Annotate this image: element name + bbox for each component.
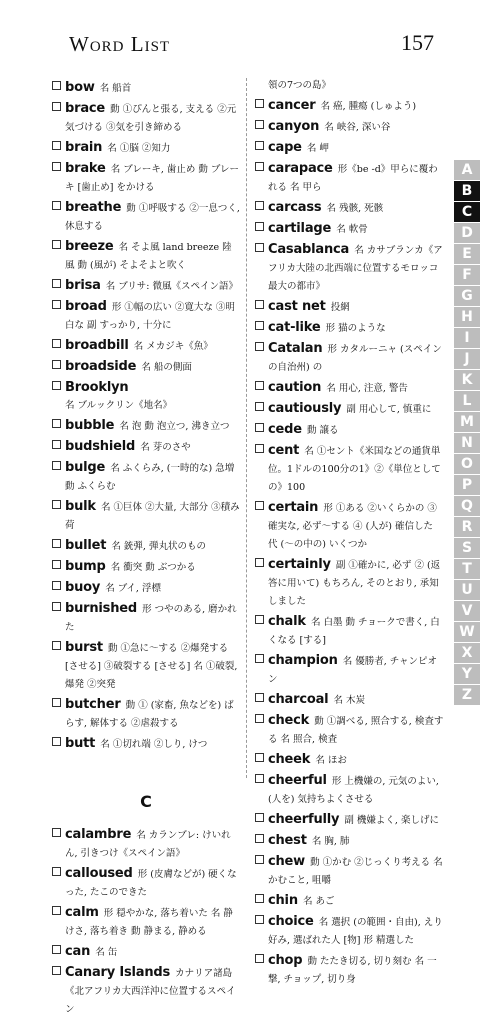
entry-definition: 形 猫のような — [325, 323, 386, 334]
entry-checkbox — [52, 602, 61, 611]
dictionary-entry — [52, 864, 240, 900]
entry-headword: bump — [65, 559, 106, 574]
entry-definition: 副 機嫌よく, 楽しげに — [344, 815, 439, 826]
entry-checkbox — [255, 243, 264, 252]
entry-checkbox — [255, 915, 264, 924]
entry-definition: 名 泡 動 泡立つ, 沸き立つ — [119, 421, 230, 432]
entry-definition: 名 ふくらみ, (一時的な) 急増 動 ふくらむ — [65, 463, 235, 492]
entry-headword: Casablanca — [268, 242, 350, 257]
entry-definition: 形 ①幅の広い ②寛大な ③明白な 副 すっかり, 十分に — [65, 302, 235, 331]
entry-headword: certainly — [268, 557, 331, 572]
entry-headword: calambre — [65, 827, 132, 842]
entry-definition: 形 上機嫌の, 元気のよい, (人を) 気持ちよくさせる — [268, 776, 439, 805]
dictionary-entry — [52, 378, 240, 413]
entry-checkbox — [52, 737, 61, 746]
dictionary-entry — [255, 651, 445, 687]
entry-definition: 形 穏やかな, 落ち着いた 名 静けさ, 落ち着き 動 静まる, 静める — [65, 908, 233, 937]
entry-checkbox — [255, 342, 264, 351]
index-tab-d[interactable]: D — [454, 223, 480, 244]
page-number: 157 — [401, 30, 434, 55]
index-tab-p[interactable]: P — [454, 475, 480, 496]
entry-headword: bubble — [65, 418, 115, 433]
dictionary-entry — [52, 159, 240, 195]
entry-checkbox — [52, 81, 61, 90]
entry-headword: cape — [268, 140, 302, 155]
entry-definition: 動 ①急に～する ②爆発する [させる] ③破裂する [させる] 名 ①破裂, 爆発 ②突発 — [65, 643, 238, 690]
entry-headword: brisa — [65, 278, 101, 293]
entry-headword: burnished — [65, 601, 137, 616]
entry-checkbox — [52, 240, 61, 249]
entry-headword: cat-like — [268, 320, 321, 335]
dictionary-entry — [255, 690, 445, 708]
entry-checkbox — [255, 774, 264, 783]
entry-headword: bulk — [65, 499, 96, 514]
entry-checkbox — [52, 560, 61, 569]
entry-definition: 名 白墨 動 チョークで書く, 白くなる [する] — [268, 617, 440, 646]
index-tab-f[interactable]: F — [454, 265, 480, 286]
entry-headword: chest — [268, 833, 307, 848]
dictionary-entry — [255, 711, 445, 747]
entry-definition: 名 あご — [302, 896, 335, 907]
entry-checkbox — [255, 201, 264, 210]
index-tab-e[interactable]: E — [454, 244, 480, 265]
column-divider — [246, 78, 247, 778]
dictionary-entry — [52, 416, 240, 434]
entry-definition: 名 峡谷, 深い谷 — [324, 122, 391, 133]
index-tab-v[interactable]: V — [454, 601, 480, 622]
dictionary-entry — [255, 297, 445, 315]
index-tab-u[interactable]: U — [454, 580, 480, 601]
entry-checkbox — [255, 99, 264, 108]
index-tab-h[interactable]: H — [454, 307, 480, 328]
dictionary-entry — [255, 612, 445, 648]
dictionary-entry — [255, 750, 445, 768]
entry-definition: 名 銃弾, 弾丸状のもの — [111, 541, 206, 552]
entry-checkbox — [255, 120, 264, 129]
entry-checkbox — [52, 539, 61, 548]
entry-checkbox — [52, 461, 61, 470]
entry-checkbox — [52, 641, 61, 650]
entry-headword: cartilage — [268, 221, 332, 236]
entry-definition: 形 カタルーニャ (スペインの自治州) の — [268, 344, 442, 373]
entry-checkbox — [255, 615, 264, 624]
alphabet-index-tabs — [454, 160, 480, 706]
section-letter-c: C — [140, 792, 152, 811]
entry-definition: 名 選択 (の範囲・自由), えり好み, 選ばれた人 [物] 形 精選した — [268, 917, 443, 946]
dictionary-entry — [255, 318, 445, 336]
entry-checkbox — [52, 440, 61, 449]
dictionary-entry — [52, 497, 240, 533]
entry-headword: cautiously — [268, 401, 342, 416]
entry-headword: bulge — [65, 460, 106, 475]
entry-checkbox — [52, 201, 61, 210]
entry-definition: 名 メカジキ《魚》 — [133, 341, 213, 352]
entry-headword: caution — [268, 380, 322, 395]
dictionary-entry — [255, 831, 445, 849]
entry-headword: chalk — [268, 614, 306, 629]
entry-checkbox — [255, 834, 264, 843]
entry-checkbox — [255, 894, 264, 903]
entry-definition: 名 ほお — [315, 755, 347, 766]
index-tab-r[interactable]: R — [454, 517, 480, 538]
index-tab-x[interactable]: X — [454, 643, 480, 664]
entry-definition: 名 優勝者, チャンピオン — [268, 656, 438, 685]
index-tab-t[interactable]: T — [454, 559, 480, 580]
dictionary-entry — [52, 942, 240, 960]
dictionary-entry — [255, 555, 445, 609]
entry-headword: brace — [65, 101, 106, 116]
dictionary-entry — [52, 695, 240, 731]
entry-definition: 形《be -d》甲らに覆われる 名 甲ら — [268, 164, 438, 193]
dictionary-entry — [255, 420, 445, 438]
entry-headword: butt — [65, 736, 96, 751]
entry-definition: 名 ①巨体 ②大量, 大部分 ③積み荷 — [65, 502, 240, 531]
entry-checkbox — [255, 162, 264, 171]
index-tab-s[interactable]: S — [454, 538, 480, 559]
entry-definition: 名 船首 — [99, 83, 132, 94]
entry-headword: cancer — [268, 98, 316, 113]
entry-definition: 形 (皮膚などが) 硬くなった, たこのできた — [65, 869, 237, 898]
dictionary-entry — [52, 276, 240, 294]
entry-checkbox — [255, 714, 264, 723]
entry-checkbox — [52, 500, 61, 509]
entry-definition: 名 ①切れ端 ②しり, けつ — [100, 739, 208, 750]
dictionary-entry — [52, 458, 240, 494]
entry-headword: calm — [65, 905, 99, 920]
dictionary-entry — [255, 96, 445, 114]
entry-headword: carapace — [268, 161, 333, 176]
entry-checkbox — [255, 222, 264, 231]
entry-definition: 名 木炭 — [333, 695, 366, 706]
entry-checkbox — [255, 558, 264, 567]
entry-definition: 名 ブレーキ, 歯止め 動 ブレーキ [歯止め] をかける — [65, 164, 240, 193]
entry-definition: 動 たたき切る, 切り刻む 名 一撃, チョップ, 切り身 — [268, 956, 437, 985]
entry-definition: 副 用心して, 慎重に — [346, 404, 432, 415]
entry-definition: 名 ①脳 ②知力 — [107, 143, 171, 154]
entry-headword: cheerful — [268, 773, 327, 788]
entry-definition: 名 芽のさや — [140, 442, 191, 453]
entry-checkbox — [52, 581, 61, 590]
entry-headword: cheerfully — [268, 812, 340, 827]
entry-checkbox — [52, 360, 61, 369]
left-column — [52, 78, 240, 1020]
entry-checkbox — [255, 444, 264, 453]
dictionary-entry — [52, 297, 240, 333]
entry-definition: 動 ①呼吸する ②一息つく, 休息する — [65, 203, 240, 232]
entry-headword: cheek — [268, 752, 311, 767]
entry-headword: check — [268, 713, 310, 728]
index-tab-q[interactable]: Q — [454, 496, 480, 517]
dictionary-entry — [255, 891, 445, 909]
dictionary-entry — [255, 240, 445, 294]
entry-definition: 名 カサブランカ《アフリカ大陸の北西端に位置するモロッコ最大の都市》 — [268, 245, 443, 292]
dictionary-entry — [255, 117, 445, 135]
entry-headword: cast net — [268, 299, 326, 314]
entry-definition: 名 ブルックリン《地名》 — [65, 400, 173, 411]
index-tab-b[interactable]: B — [454, 181, 480, 202]
entry-checkbox — [255, 855, 264, 864]
entry-checkbox — [52, 867, 61, 876]
entry-definition: 名 用心, 注意, 警告 — [326, 383, 408, 394]
entry-definition: 名 衝突 動 ぶつかる — [110, 562, 196, 573]
dictionary-entry — [52, 734, 240, 752]
dictionary-entry — [255, 912, 445, 948]
entry-definition: 名 そよ風 land breeze 陸風 動 (風が) そよそよと吹く — [65, 242, 232, 271]
entry-checkbox — [255, 141, 264, 150]
dictionary-entry — [52, 638, 240, 692]
entry-definition: 動 ①かむ ②じっくり考える 名 かむこと, 咀嚼 — [268, 857, 443, 886]
entry-headword: bullet — [65, 538, 107, 553]
entry-checkbox — [52, 102, 61, 111]
entry-headword: Brooklyn — [65, 380, 129, 395]
index-tab-m[interactable]: M — [454, 412, 480, 433]
entry-headword: broadbill — [65, 338, 129, 353]
entry-headword: brake — [65, 161, 106, 176]
entries-b-list — [52, 78, 240, 752]
entry-checkbox — [255, 654, 264, 663]
index-tab-n[interactable]: N — [454, 433, 480, 454]
entry-checkbox — [255, 300, 264, 309]
entry-headword: chin — [268, 893, 298, 908]
entry-headword: breathe — [65, 200, 122, 215]
entry-definition: 形 ①ある ②いくらかの ③確実な, 必ず～する ④ (人が) 確信した 代 (～の中の) いくつか — [268, 503, 437, 550]
dictionary-entry — [52, 825, 240, 861]
index-tab-l[interactable]: L — [454, 391, 480, 412]
entry-headword: cent — [268, 443, 300, 458]
index-tab-c[interactable]: C — [454, 202, 480, 223]
dictionary-entry — [52, 198, 240, 234]
dictionary-entry — [255, 378, 445, 396]
entry-headword: butcher — [65, 697, 121, 712]
entry-checkbox — [255, 402, 264, 411]
entry-definition: 動 ①ぴんと張る, 支える ②元気づける ③気を引き締める — [65, 104, 237, 133]
dictionary-entry — [52, 578, 240, 596]
entry-headword: certain — [268, 500, 319, 515]
entry-checkbox — [52, 339, 61, 348]
entry-checkbox — [255, 321, 264, 330]
entry-checkbox — [52, 945, 61, 954]
dictionary-entry — [52, 903, 240, 939]
dictionary-entry — [255, 771, 445, 807]
entry-headword: broadside — [65, 359, 137, 374]
entry-definition: 名 缶 — [95, 947, 118, 958]
index-tab-o[interactable]: O — [454, 454, 480, 475]
index-tab-g[interactable]: G — [454, 286, 480, 307]
entry-definition: 副 ①確かに, 必ず ② (返答に用いて) もちろん, そのとおり, 承知しました — [268, 560, 441, 607]
entry-checkbox — [52, 966, 61, 975]
dictionary-entry — [255, 441, 445, 495]
entry-headword: bow — [65, 80, 95, 95]
index-tab-k[interactable]: K — [454, 370, 480, 391]
dictionary-entry — [52, 78, 240, 96]
entry-checkbox — [255, 954, 264, 963]
entry-checkbox — [255, 423, 264, 432]
entry-definition: 名 胸, 肺 — [311, 836, 350, 847]
entry-definition: 名 癌, 腫瘍 (しゅよう) — [320, 101, 417, 112]
dictionary-entry — [255, 159, 445, 195]
entry-checkbox — [52, 698, 61, 707]
entry-headword: chop — [268, 953, 303, 968]
dictionary-entry — [255, 339, 445, 375]
dictionary-entry — [255, 852, 445, 888]
dictionary-entry — [52, 138, 240, 156]
index-tab-j[interactable]: J — [454, 349, 480, 370]
dictionary-entry — [52, 357, 240, 375]
entry-definition: 名 岬 — [306, 143, 329, 154]
entry-definition: 投網 — [330, 302, 350, 313]
dictionary-entry — [52, 557, 240, 575]
entry-checkbox — [52, 141, 61, 150]
dictionary-entry — [52, 237, 240, 273]
entry-definition: 名 ブリサ: 微風《スペイン語》 — [105, 281, 238, 292]
entry-checkbox — [255, 501, 264, 510]
entry-headword: burst — [65, 640, 103, 655]
dictionary-entry — [52, 437, 240, 455]
dictionary-entry — [52, 99, 240, 135]
entry-definition: カナリア諸島《北アフリカ大西洋沖に位置するスペイン — [65, 968, 236, 1015]
entry-checkbox — [255, 753, 264, 762]
dictionary-entry — [52, 336, 240, 354]
entry-headword: carcass — [268, 200, 322, 215]
entries-right-list — [255, 96, 445, 987]
entry-headword: broad — [65, 299, 107, 314]
dictionary-entry — [255, 951, 445, 987]
index-tab-w[interactable]: W — [454, 622, 480, 643]
entry-headword: buoy — [65, 580, 101, 595]
dictionary-entry — [255, 219, 445, 237]
page-header — [0, 0, 480, 60]
entry-checkbox — [52, 828, 61, 837]
dictionary-entry — [255, 399, 445, 417]
entry-headword: cede — [268, 422, 302, 437]
dictionary-entry — [255, 810, 445, 828]
index-tab-z[interactable]: Z — [454, 685, 480, 706]
entry-definition: 動 ①調べる, 照合する, 検査する 名 照合, 検査 — [268, 716, 444, 745]
entry-definition: 名 カランブレ: けいれん, 引きつけ《スペイン語》 — [65, 830, 231, 859]
entry-headword: brain — [65, 140, 103, 155]
entry-definition: 名 ブイ, 浮標 — [105, 583, 161, 594]
entry-definition: 名 残骸, 死骸 — [326, 203, 384, 214]
entry-definition: 動 譲る — [306, 425, 339, 436]
entry-definition: 動 ① (家畜, 魚などを) ばらす, 解体する ②虐殺する — [65, 700, 234, 729]
entry-checkbox — [52, 906, 61, 915]
index-tab-i[interactable]: I — [454, 328, 480, 349]
entry-checkbox — [255, 813, 264, 822]
page-title: Word List — [69, 32, 171, 56]
entries-c-list — [52, 825, 240, 1017]
entry-definition: 名 ①セント《米国などの通貨単位。1ドルの100分の1》②《単位としての》100 — [268, 446, 441, 493]
entry-headword: charcoal — [268, 692, 329, 707]
entry-headword: Catalan — [268, 341, 323, 356]
entry-headword: budshield — [65, 439, 136, 454]
entry-checkbox — [52, 162, 61, 171]
right-column — [255, 78, 445, 990]
entry-checkbox — [255, 693, 264, 702]
dictionary-entry — [255, 138, 445, 156]
dictionary-entry — [255, 198, 445, 216]
entry-headword: choice — [268, 914, 314, 929]
entry-definition: 形 つやのある, 磨かれた — [65, 604, 237, 633]
dictionary-entry — [52, 599, 240, 635]
entry-definition: 名 軟骨 — [336, 224, 368, 235]
entry-checkbox — [255, 381, 264, 390]
entry-checkbox — [52, 419, 61, 428]
dictionary-entry — [52, 963, 240, 1017]
entry-headword: can — [65, 944, 91, 959]
entry-headword: Canary Islands — [65, 965, 171, 980]
continuation-text: 領の7つの島》 — [268, 80, 332, 91]
entry-headword: canyon — [268, 119, 320, 134]
entry-headword: calloused — [65, 866, 133, 881]
entry-definition: 名 船の側面 — [141, 362, 192, 373]
entry-headword: chew — [268, 854, 305, 869]
dictionary-entry — [52, 536, 240, 554]
dictionary-entry — [255, 498, 445, 552]
index-tab-y[interactable]: Y — [454, 664, 480, 685]
entry-checkbox — [52, 300, 61, 309]
entry-checkbox — [52, 279, 61, 288]
entry-checkbox — [52, 381, 61, 390]
entry-headword: champion — [268, 653, 338, 668]
entry-headword: breeze — [65, 239, 114, 254]
index-tab-a[interactable]: A — [454, 160, 480, 181]
